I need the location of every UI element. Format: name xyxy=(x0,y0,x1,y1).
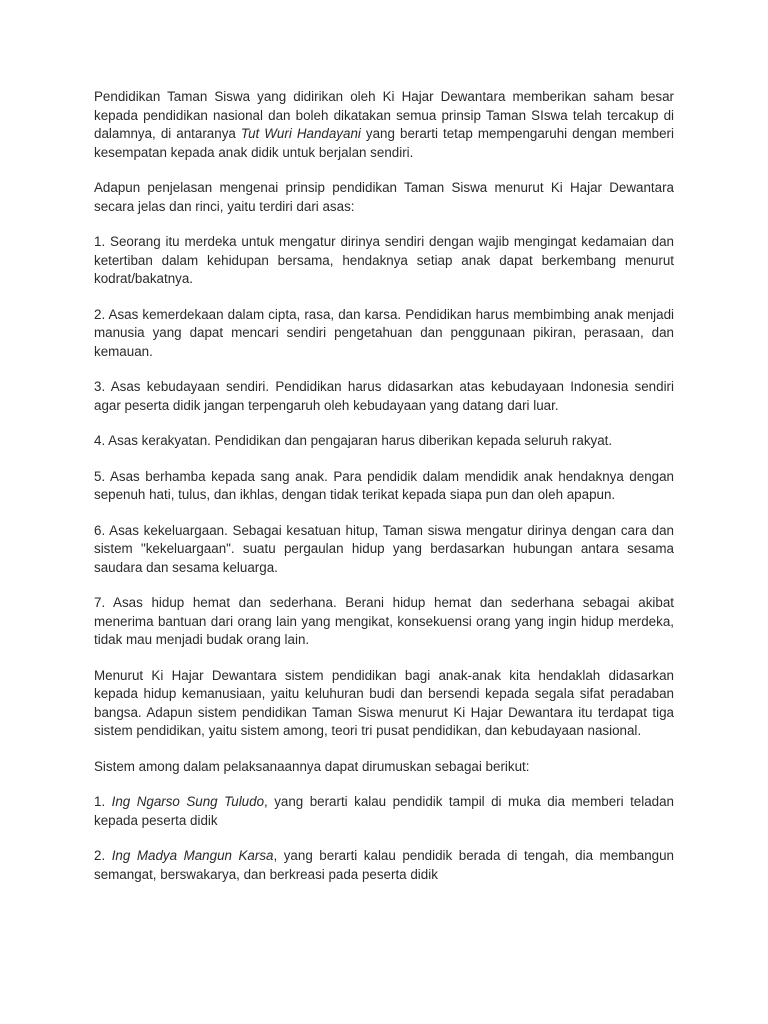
asas-item-6: 6. Asas kekeluargaan. Sebagai kesatuan hitup, Taman siswa mengatur dirinya dengan cara dan sistem "kekeluargaan". suatu pergaulan hidup yang berdasarkan hubungan antara sesama saudara dan sesama keluarga. xyxy=(94,522,674,575)
intro-paragraph xyxy=(94,88,674,162)
asas-item-7: 7. Asas hidup hemat dan sederhana. Berani hidup hemat dan sederhana sebagai akibat menerima bantuan dari orang lain yang mengikat, konsekuensi orang yang ingin hidup merdeka, tidak mau menjadi budak orang lain. xyxy=(94,595,674,647)
among-item-2 xyxy=(94,847,674,884)
asas-item-4: 4. Asas kerakyatan. Pendidikan dan pengajaran harus diberikan kepada seluruh rakyat. xyxy=(94,433,613,448)
asas-item-2: 2. Asas kemerdekaan dalam cipta, rasa, dan karsa. Pendidikan harus membimbing anak menjadi manusia yang dapat mencari sendiri pengetahuan dan penggunaan pikiran, perasaan, dan kemauan. xyxy=(94,306,674,359)
asas-item-1: 1. Seorang itu merdeka untuk mengatur dirinya sendiri dengan wajib mengingat kedamaian dan ketertiban dalam kehidupan bersama, hendaknya setiap anak dapat berkembang menurut kodrat/bakatnya. xyxy=(94,234,674,286)
among-system-intro: Sistem among dalam pelaksanaannya dapat dirumuskan sebagai berikut: xyxy=(94,758,530,774)
document-page xyxy=(94,88,674,884)
asas-item-3: 3. Asas kebudayaan sendiri. Pendidikan harus didasarkan atas kebudayaan Indonesia sendiri agar peserta didik jangan terpengaruh oleh kebudayaan yang datang dari luar. xyxy=(94,379,674,413)
among-item-1-number: 1. xyxy=(94,794,112,809)
intro-italic-term: Tut Wuri Handayani xyxy=(240,126,361,141)
among-item-1-text: , yang berarti kalau pendidik tampil di muka dia memberi teladan kepada peserta didik xyxy=(94,794,675,828)
among-item-1-term: Ing Ngarso Sung Tuludo xyxy=(111,794,265,809)
principles-intro-paragraph: Adapun penjelasan mengenai prinsip pendidikan Taman Siswa menurut Ki Hajar Dewantara secara jelas dan rinci, yaitu terdiri dari asas: xyxy=(94,180,674,214)
education-system-paragraph: Menurut Ki Hajar Dewantara sistem pendidikan bagi anak-anak kita hendaklah didasarkan kepada hidup kemanusiaan, yaitu keluhuran budi dan bersendi kepada segala sifat peradaban bangsa. Adapun sistem pendidikan Taman Siswa menurut Ki Hajar Dewantara itu terdapat tiga sistem pendidikan, yaitu sistem among, teori tri pusat pendidikan, dan kebudayaan nasional. xyxy=(94,667,674,738)
asas-item-5: 5. Asas berhamba kepada sang anak. Para pendidik dalam mendidik anak hendaknya dengan sepenuh hati, tulus, dan ikhlas, dengan tidak terikat kepada siapa pun dan oleh apapun. xyxy=(94,468,674,502)
intro-text-end: yang berarti tetap mempengaruhi dengan memberi kesempatan kepada anak didik untuk berjalan sendiri. xyxy=(94,126,674,160)
among-item-1 xyxy=(94,793,674,830)
among-item-2-text: , yang berarti kalau pendidik berada di tengah, dia membangun semangat, berswakarya, dan berkreasi pada peserta didik xyxy=(94,848,674,882)
intro-text-start: Pendidikan Taman Siswa yang didirikan oleh Ki Hajar Dewantara memberikan saham besar kepada pendidikan nasional dan boleh dikatakan semua prinsip Taman SIswa telah tercakup di dalamnya, di antaranya xyxy=(94,89,674,141)
among-item-2-term: Ing Madya Mangun Karsa xyxy=(111,848,274,863)
among-item-2-number: 2. xyxy=(94,848,112,863)
